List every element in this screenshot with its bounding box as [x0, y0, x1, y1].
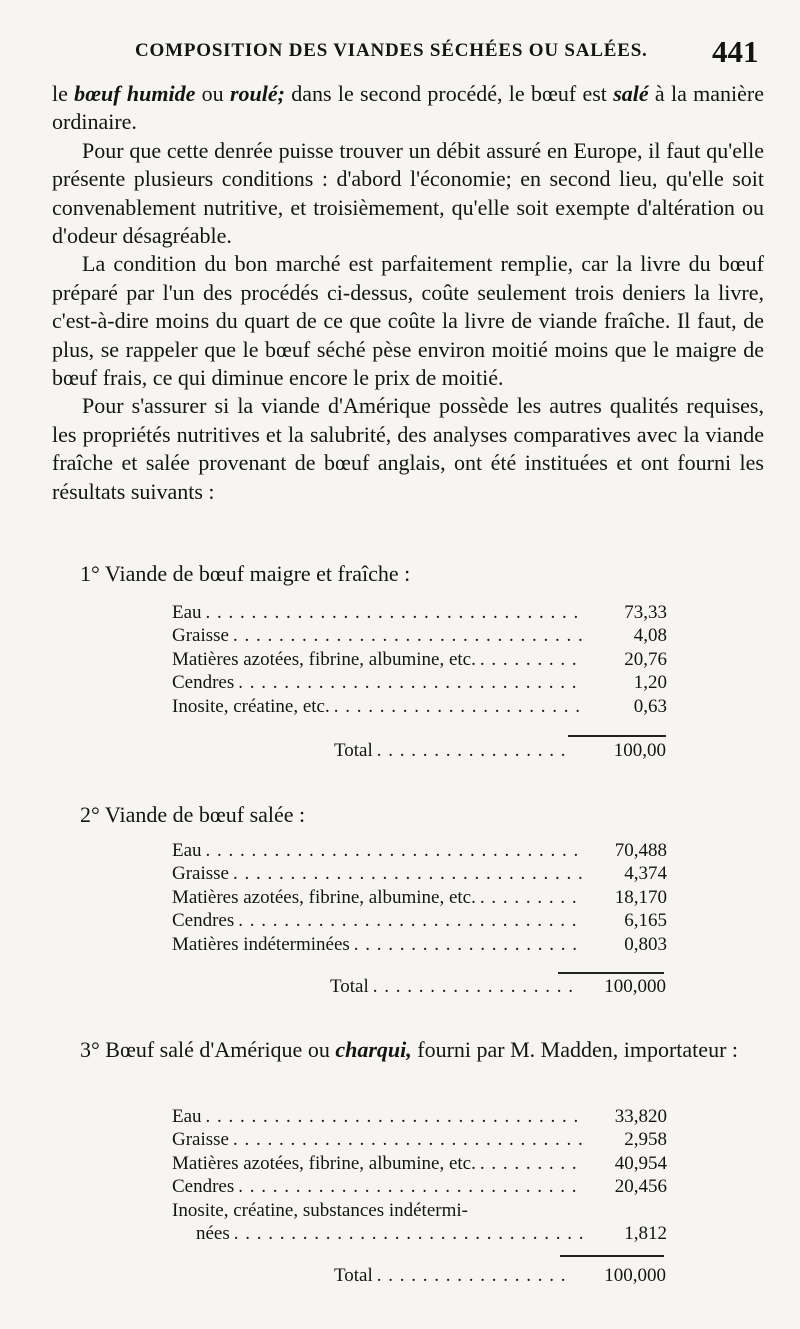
section-3-heading: 3° Bœuf salé d'Amérique ou charqui, fourni par M. Madden, importateur :: [80, 1037, 739, 1062]
table-row: Eau . . . 73,33: [172, 601, 667, 624]
table-row: nées . . . 1,812: [172, 1222, 667, 1245]
table-row: Matières azotées, fibrine, albumine, etc. . . . 18,170: [172, 886, 667, 909]
section-1-table: [172, 601, 667, 718]
section-3-table: [172, 1105, 667, 1245]
table-row: Matières azotées, fibrine, albumine, etc. . . . 40,954: [172, 1152, 667, 1175]
paragraph-4: Pour s'assurer si la viande d'Amérique possède les autres qualités requises, les propriétés nutritives et la salubrité, des analyses comparatives avec la viande fraîche et salée provenant de bœuf anglais, ont été instituées et ont fourni les résultats suivants :: [52, 393, 764, 504]
table-row: Graisse . . . 4,08: [172, 624, 667, 647]
sum-rule: [558, 972, 664, 974]
page-header: [0, 34, 800, 74]
table-row: Cendres . . . 20,456: [172, 1175, 667, 1198]
page-number: 441: [712, 34, 759, 69]
section-3-total: Total . . . 100,000: [334, 1265, 666, 1287]
section-1-total: Total . . . 100,00: [334, 740, 666, 762]
section-2-total: Total . . . 100,000: [330, 976, 666, 998]
table-row: Eau . . . 70,488: [172, 839, 667, 862]
section-1-heading: 1° Viande de bœuf maigre et fraîche :: [80, 561, 411, 586]
paragraph-1: le bœuf humide ou roulé; dans le second procédé, le bœuf est salé à la manière ordinaire.: [52, 81, 764, 135]
section-2-heading: 2° Viande de bœuf salée :: [80, 802, 306, 827]
table-row: Eau . . . 33,820: [172, 1105, 667, 1128]
table-row: Matières indéterminées . . . 0,803: [172, 933, 667, 956]
sum-rule: [560, 1255, 664, 1257]
table-row: Cendres . . . 1,20: [172, 671, 667, 694]
section-2-table: [172, 839, 667, 956]
table-row: Graisse . . . 2,958: [172, 1128, 667, 1151]
paragraph-3: La condition du bon marché est parfaitement remplie, car la livre du bœuf préparé par l'un des procédés ci-dessus, coûte seulement trois deniers la livre, c'est-à-dire moins du quart de ce que coûte la livre de viande fraîche. Il faut, de plus, se rappeler que le bœuf séché pèse environ moitié moins que le maigre de bœuf frais, ce qui diminue encore le prix de moitié.: [52, 251, 764, 391]
table-row: Inosite, créatine, substances indétermi-: [172, 1199, 468, 1221]
table-row: Inosite, créatine, etc. . . . 0,63: [172, 695, 667, 718]
paragraph-2: Pour que cette denrée puisse trouver un débit assuré en Europe, il faut qu'elle présente plusieurs conditions : d'abord l'économie; en second lieu, qu'elle soit convenablement nutritive, et troisièmement, qu'elle soit exempte d'altération ou d'odeur désagréable.: [52, 137, 764, 249]
table-row: Cendres . . . 6,165: [172, 909, 667, 932]
table-row: Graisse . . . 4,374: [172, 862, 667, 885]
running-title: COMPOSITION DES VIANDES SÉCHÉES OU SALÉES.: [135, 40, 648, 61]
body-text: [52, 80, 764, 506]
table-row: Matières azotées, fibrine, albumine, etc. . . . 20,76: [172, 648, 667, 671]
sum-rule: [568, 735, 666, 737]
